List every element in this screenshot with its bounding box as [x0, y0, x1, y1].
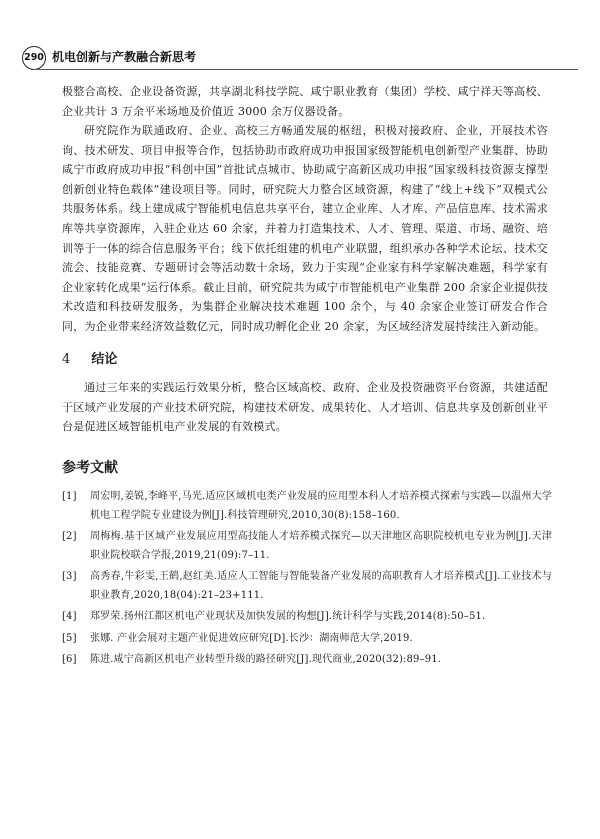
reference-number: [5] [62, 632, 77, 644]
reference-item [62, 608, 552, 627]
paragraph-research-institute: 研究院作为联通政府、企业、高校三方畅通发展的枢纽，积极对接政府、企业，开展技术咨询、技术研发、项目申报等合作，包括协助市政府成功申报国家级智能机电创新型产业集群、协助咸宁市政府成功申报“科创中国”首批试点城市、协助咸宁高新区成功申报“国家级科技资源支撑型创新创业特色载体”建设项目等。同时，研究院大力整合区域资源，构建了“线上+线下”双模式公共服务体系。线上建成咸宁智能机电信息共享平台，建立企业库、人才库、产品信息库、技术需求库等共享资源库，入驻企业达 60 余家，并着力打造集技术、人才、管理、渠道、市场、融资、培训等于一体的综合信息服务平台；线下依托组建的机电产业联盟，组织承办各种学术论坛、技术交流会、技能竞赛、专题研讨会等活动数十余场，致力于实现“企业家有科学家解决难题，科学家有企业家转化成果”运行体系。截止目前，研究院共为咸宁市智能机电产业集群 200 余家企业提供技术改造和科技研发服务，为集群企业解决技术难题 100 余个，与 40 余家企业签订研发合作合同，为企业带来经济效益数亿元，同时成功孵化企业 20 余家，为区域经济发展持续注入新动能。 [62, 124, 548, 333]
references-heading: 参考文献 [62, 460, 118, 476]
running-title: 机电创新与产教融合新思考 [52, 50, 197, 64]
reference-number: [4] [62, 611, 77, 622]
reference-number: [1] [62, 491, 77, 502]
paragraph-conclusion: 通过三年来的实践运行效果分析，整合区域高校、政府、企业及投资融资平台资源，共建适配于区域产业发展的产业技术研究院，构建技术研发、成果转化、人才培训、信息共享及创新创业平台是促进区域智能机电产业发展的有效模式。 [62, 381, 548, 434]
reference-text: 郑罗荣.扬州江都区机电产业现状及加快发展的构想[J].统计科学与实践,2014(8):50–51. [90, 611, 486, 622]
reference-text: 张娜. 产业会展对主题产业促进效应研究[D].长沙：湖南师范大学,2019. [90, 632, 413, 644]
reference-text: 周梅梅.基于区域产业发展应用型高技能人才培养模式探究—以天津地区高职院校机电专业为例[J].天津职业院校联合学报,2019,21(09):7–11. [90, 531, 552, 561]
reference-text: 周宏明,姜锐,李峰平,马光.适应区域机电类产业发展的应用型本科人才培养模式探索与实践—以温州大学机电工程学院专业建设为例[J].科技管理研究,2010,30(8):158–160. [90, 491, 552, 521]
page-number: 290 [22, 46, 46, 70]
reference-item [62, 568, 552, 605]
section-number: 4 [62, 352, 71, 367]
reference-list [62, 488, 552, 673]
reference-number: [2] [62, 531, 77, 542]
reference-number: [3] [62, 571, 77, 582]
reference-item [62, 651, 552, 670]
reference-item [62, 630, 552, 649]
header-rule [33, 69, 578, 70]
reference-text: 陈进.咸宁高新区机电产业转型升级的路径研究[J].现代商业,2020(32):89–91. [90, 654, 442, 665]
reference-item [62, 488, 552, 525]
section-heading [62, 348, 117, 370]
reference-text: 高秀春,牛彩雯,王鹤,赵红美.适应人工智能与智能装备产业发展的高职教育人才培养模式[J].工业技术与职业教育,2020,18(04):21–23+111. [90, 571, 552, 601]
reference-item [62, 528, 552, 565]
section-title: 结论 [91, 352, 118, 367]
page-header [22, 46, 582, 72]
reference-number: [6] [62, 654, 77, 665]
paragraph-continued: 极整合高校、企业设备资源，共享湖北科技学院、咸宁职业教育（集团）学校、咸宁祥天等高校、企业共计 3 万余平米场地及价值近 3000 余万仪器设备。 [62, 85, 548, 118]
